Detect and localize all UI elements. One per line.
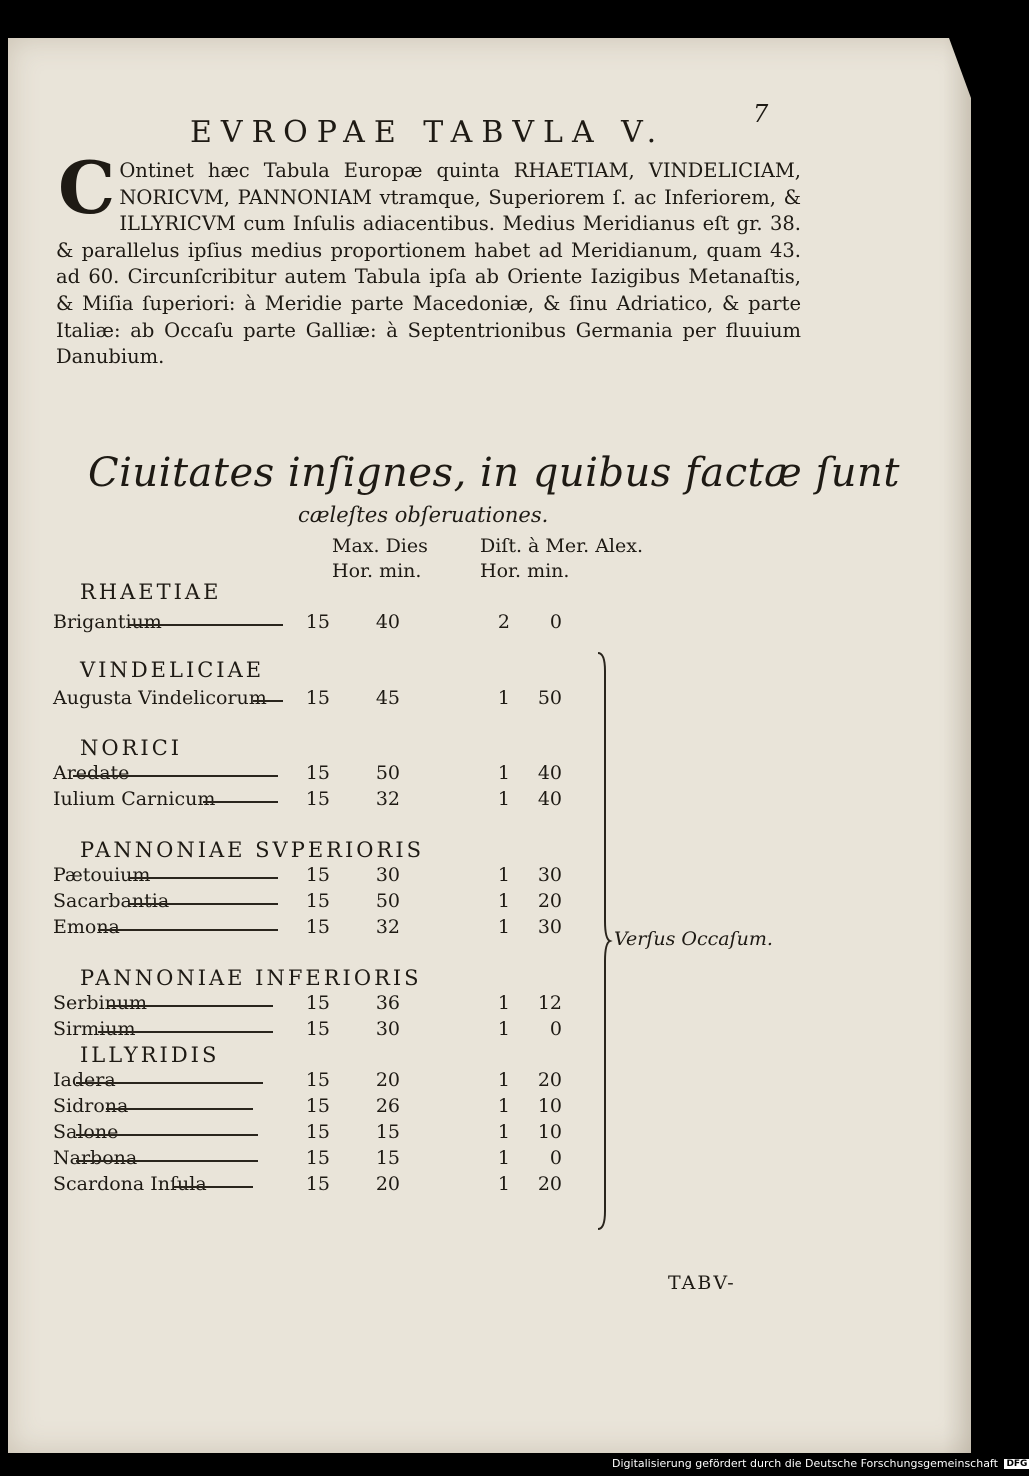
leader-rule <box>128 903 278 905</box>
leader-rule <box>98 929 278 931</box>
cell-m2: 30 <box>537 916 562 938</box>
cell-m1: 15 <box>375 1121 400 1143</box>
cell-m1: 32 <box>375 788 400 810</box>
region-heading: PANNONIAE INFERIORIS <box>80 966 422 990</box>
cell-m2: 10 <box>537 1121 562 1143</box>
cell-h2: 1 <box>497 1147 510 1169</box>
page-corner-fold <box>949 38 971 98</box>
city-name: Sacarbantia <box>53 890 170 912</box>
city-name: Narbona <box>53 1147 138 1169</box>
cell-h1: 15 <box>305 1095 330 1117</box>
dfg-logo: DFG <box>1006 1459 1028 1469</box>
cell-m1: 30 <box>375 864 400 886</box>
region-heading: VINDELICIAE <box>80 658 265 682</box>
page-number: 7 <box>753 100 769 128</box>
cell-h1: 15 <box>305 916 330 938</box>
brace-label: Verſus Occaſum. <box>614 928 773 950</box>
cell-h2: 1 <box>497 992 510 1014</box>
cell-m2: 30 <box>537 864 562 886</box>
book-page <box>8 38 971 1453</box>
city-name: Pætouium <box>53 864 151 886</box>
leader-rule <box>76 1082 263 1084</box>
cell-h1: 15 <box>305 1018 330 1040</box>
cell-m2: 12 <box>537 992 562 1014</box>
leader-rule <box>108 1005 273 1007</box>
cell-h2: 1 <box>497 1069 510 1091</box>
cell-h1: 15 <box>305 687 330 709</box>
cell-m2: 0 <box>549 611 562 633</box>
leader-rule <box>98 1031 273 1033</box>
cell-m1: 30 <box>375 1018 400 1040</box>
cell-m1: 26 <box>375 1095 400 1117</box>
cell-h1: 15 <box>305 788 330 810</box>
cell-m1: 20 <box>375 1069 400 1091</box>
drop-cap: C <box>58 145 116 230</box>
cell-h2: 2 <box>497 611 510 633</box>
cell-h1: 15 <box>305 890 330 912</box>
cell-h2: 1 <box>497 890 510 912</box>
city-name: Serbinum <box>53 992 148 1014</box>
cell-h2: 1 <box>497 864 510 886</box>
cell-m2: 40 <box>537 762 562 784</box>
region-heading: PANNONIAE SVPERIORIS <box>80 838 425 862</box>
table-subheading: cæleſtes obſeruationes. <box>298 503 549 527</box>
city-name: Salone <box>53 1121 119 1143</box>
cell-m2: 10 <box>537 1095 562 1117</box>
table-heading: Ciuitates inſignes, in quibus factæ ſunt <box>88 450 900 496</box>
footer-text: Digitalisierung gefördert durch die Deutsche Forschungsgemeinschaft <box>612 1457 998 1470</box>
cell-m1: 15 <box>375 1147 400 1169</box>
cell-h1: 15 <box>305 864 330 886</box>
cell-m2: 0 <box>549 1018 562 1040</box>
cell-m2: 40 <box>537 788 562 810</box>
cell-h2: 1 <box>497 916 510 938</box>
cell-m1: 40 <box>375 611 400 633</box>
leader-rule <box>253 700 283 702</box>
cell-m2: 50 <box>537 687 562 709</box>
catchword: TABV- <box>668 1272 736 1294</box>
cell-h1: 15 <box>305 611 330 633</box>
cell-h2: 1 <box>497 1018 510 1040</box>
city-name: Augusta Vindelicorum <box>53 687 267 709</box>
cell-h1: 15 <box>305 1069 330 1091</box>
cell-h1: 15 <box>305 1121 330 1143</box>
footer-credit <box>612 1457 1029 1470</box>
city-name: Emona <box>53 916 120 938</box>
leader-rule <box>128 624 283 626</box>
leader-rule <box>73 775 278 777</box>
page-edge-shadow <box>943 38 971 1453</box>
cell-h2: 1 <box>497 1173 510 1195</box>
leader-rule <box>76 1160 258 1162</box>
cell-m1: 20 <box>375 1173 400 1195</box>
running-title: EVROPAE TABVLA V. <box>190 115 666 150</box>
cell-m2: 20 <box>537 890 562 912</box>
region-heading: RHAETIAE <box>80 580 222 604</box>
column-header-dist-mer-alex: Diſt. à Mer. Alex. Hor. min. <box>480 535 643 582</box>
leader-rule <box>203 801 278 803</box>
city-name: Iulium Carnicum <box>53 788 216 810</box>
intro-paragraph <box>56 145 801 371</box>
city-name: Brigantium <box>53 611 162 633</box>
cell-h2: 1 <box>497 1095 510 1117</box>
cell-m1: 32 <box>375 916 400 938</box>
right-brace <box>596 651 608 1231</box>
leader-rule <box>106 1108 253 1110</box>
city-name: Sirmium <box>53 1018 136 1040</box>
cell-m1: 50 <box>375 890 400 912</box>
intro-text: Ontinet hæc Tabula Europæ quinta RHAETIAM, VINDELICIAM, NORICVM, PANNONIAM vtramque, Superiorem ſ. ac Inferiorem, & ILLYRICVM cum Inſulis adiacentibus. Medius Meridianus eſt gr. 38. & parallelus ipſius medius proportionem habet ad Meridianum, quam 43. ad 60. Circunſcribitur autem Tabula ipſa ab Oriente Iazigibus Metanaſtis, & Miſia ſuperiori: à Meridie parte Macedoniæ, & ſinu Adriatico, & parte Italiæ: ab Occaſu parte Galliæ: à Septentrionibus Germania per fluuium Danubium. <box>56 159 801 369</box>
cell-h2: 1 <box>497 687 510 709</box>
city-name: Scardona Inſula <box>53 1173 207 1195</box>
city-name: Iadera <box>53 1069 116 1091</box>
city-name: Aredate <box>53 762 130 784</box>
cell-h1: 15 <box>305 762 330 784</box>
leader-rule <box>173 1186 253 1188</box>
region-heading: NORICI <box>80 736 183 760</box>
cell-m2: 20 <box>537 1069 562 1091</box>
leader-rule <box>76 1134 258 1136</box>
region-heading: ILLYRIDIS <box>80 1043 220 1067</box>
cell-h1: 15 <box>305 1173 330 1195</box>
cell-m2: 20 <box>537 1173 562 1195</box>
column-header-max-dies: Max. Dies Hor. min. <box>332 535 428 582</box>
cell-m1: 36 <box>375 992 400 1014</box>
cell-m2: 0 <box>549 1147 562 1169</box>
cell-h1: 15 <box>305 1147 330 1169</box>
cell-h2: 1 <box>497 788 510 810</box>
cell-h1: 15 <box>305 992 330 1014</box>
cell-m1: 45 <box>375 687 400 709</box>
cell-h2: 1 <box>497 762 510 784</box>
cell-m1: 50 <box>375 762 400 784</box>
city-name: Sidrona <box>53 1095 129 1117</box>
leader-rule <box>128 877 278 879</box>
cell-h2: 1 <box>497 1121 510 1143</box>
